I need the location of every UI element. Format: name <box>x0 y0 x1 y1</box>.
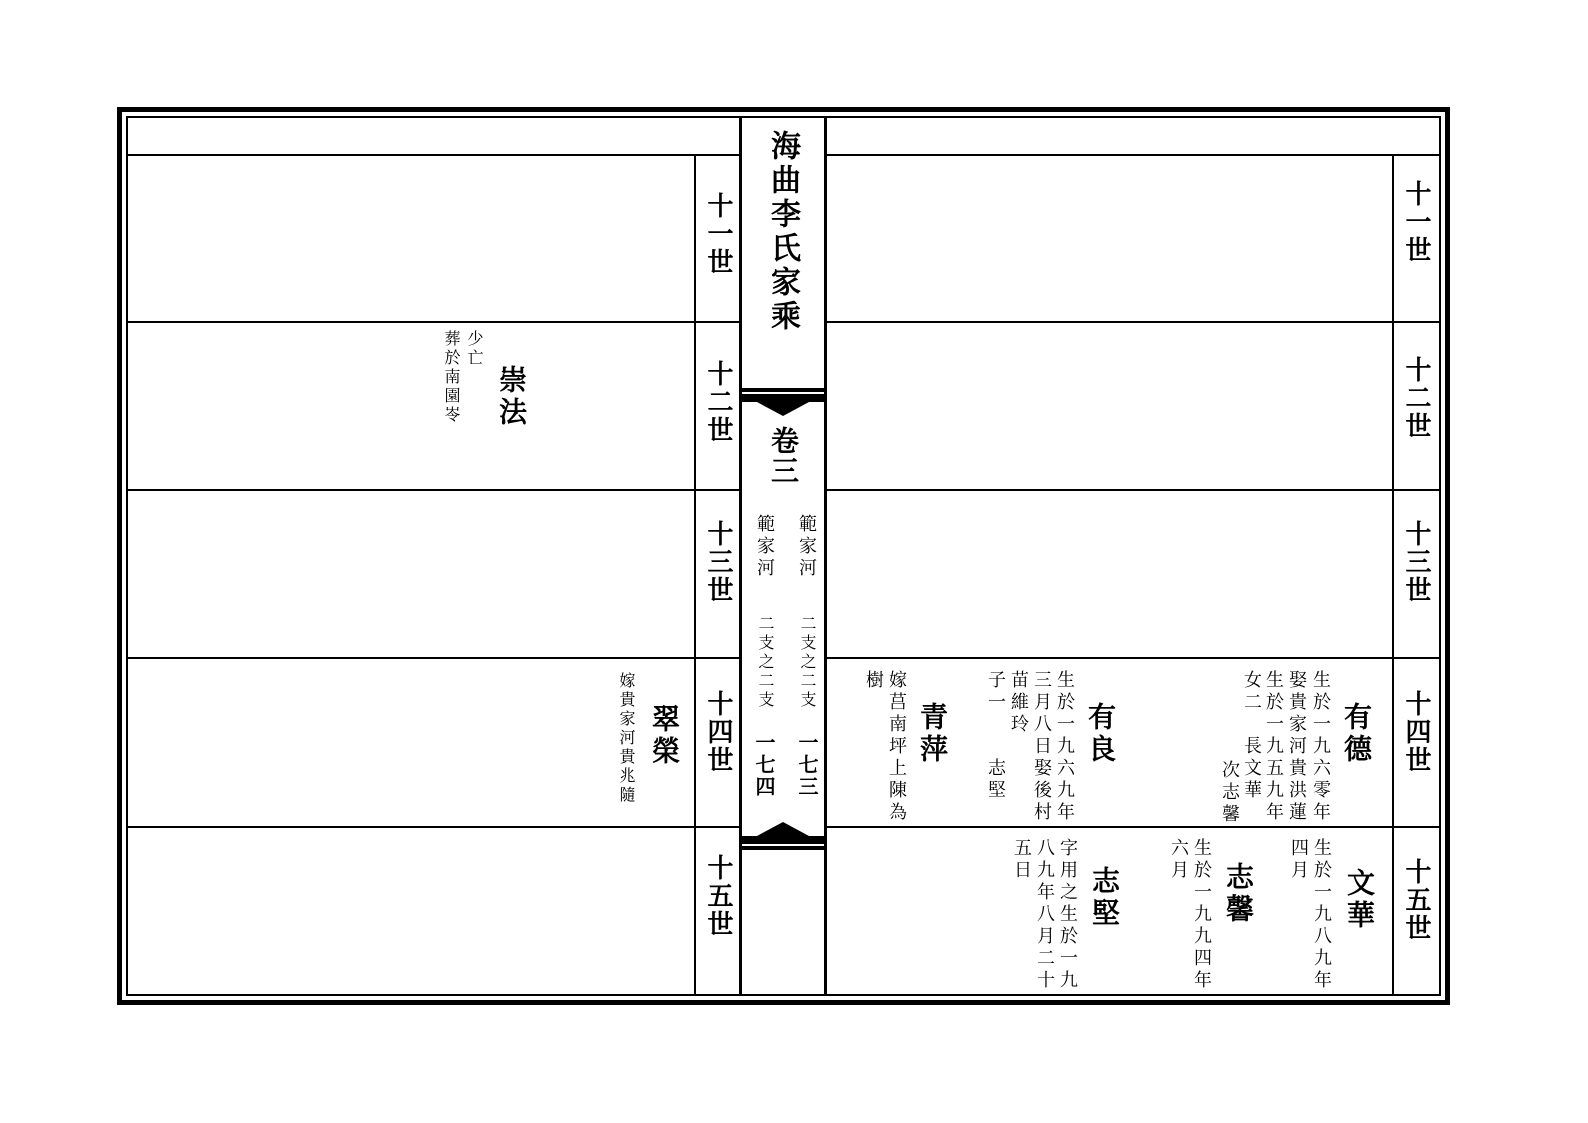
zhijian-line-1: 字用之生於一九 <box>1057 838 1078 992</box>
right-row-line <box>826 321 1440 323</box>
spine-right-branch: 範家河 <box>796 514 817 580</box>
right-gen-separator <box>1392 154 1394 996</box>
spine-right-border <box>824 116 827 996</box>
youde-line-1: 生於一九六零年 <box>1310 670 1331 824</box>
youliang-line-4: 子一 志堅 <box>985 670 1006 802</box>
spine-left-sub: 二支之二支 <box>756 615 775 710</box>
spine-left-branch: 範家河 <box>754 514 775 580</box>
left-row-line <box>126 657 740 659</box>
right-row-line <box>826 154 1440 156</box>
youliang-line-3: 苗維玲 <box>1008 670 1029 736</box>
left-row-line <box>126 826 740 828</box>
person-name-qingping: 青萍 <box>916 702 949 766</box>
wenhua-line-2: 四月 <box>1288 838 1309 882</box>
note-chongfa-1: 少亡 <box>465 330 484 368</box>
person-name-youde: 有德 <box>1340 702 1373 766</box>
youde-line-3: 生於一九五九年 <box>1263 670 1284 824</box>
spine-left-page-number: 一七四 <box>752 732 776 798</box>
right-gen-14: 十四世 <box>1401 690 1431 774</box>
right-gen-12: 十二世 <box>1401 356 1431 440</box>
zhijian-line-2: 八九年八月二十 <box>1034 838 1055 992</box>
left-gen-11: 十一世 <box>703 192 733 276</box>
left-gen-12: 十二世 <box>703 360 733 444</box>
zhijian-line-3: 五日 <box>1011 838 1032 882</box>
person-name-wenhua: 文華 <box>1343 868 1376 932</box>
note-cuirong-1: 嫁貴家河貴兆隨 <box>617 672 636 805</box>
person-name-chongfa: 崇法 <box>495 365 528 429</box>
spine-left-border <box>739 116 742 996</box>
left-row-line <box>126 321 740 323</box>
right-row-line <box>826 657 1440 659</box>
right-row-line <box>826 489 1440 491</box>
left-row-line <box>126 154 740 156</box>
spine-ornament-bottom <box>741 818 825 850</box>
zhixin-line-1: 生於一九九四年 <box>1191 838 1212 992</box>
youde-line-5: 次志馨 <box>1219 760 1240 826</box>
person-name-zhixin: 志馨 <box>1222 862 1255 926</box>
left-row-line <box>126 489 740 491</box>
spine-right-page-number: 一七三 <box>795 732 819 798</box>
youliang-line-2: 三月八日娶後村 <box>1031 670 1052 824</box>
zhixin-line-2: 六月 <box>1168 838 1189 882</box>
qingping-line-2: 樹 <box>863 670 884 692</box>
youde-line-4: 女二 長文華 <box>1241 670 1262 802</box>
right-gen-13: 十三世 <box>1401 520 1431 604</box>
left-gen-14: 十四世 <box>703 690 733 774</box>
spine-ornament-top <box>741 388 825 420</box>
person-name-youliang: 有良 <box>1084 702 1117 766</box>
volume-label: 卷三 <box>767 426 800 486</box>
note-chongfa-2: 葬於南園岺 <box>442 330 461 425</box>
wenhua-line-1: 生於一九八九年 <box>1311 838 1332 992</box>
left-gen-13: 十三世 <box>703 520 733 604</box>
youde-line-2: 娶貴家河貴洪蓮 <box>1286 670 1307 824</box>
person-name-zhijian: 志堅 <box>1088 866 1121 930</box>
person-name-cuirong: 翠榮 <box>648 704 681 768</box>
spine-right-sub: 二支之二支 <box>798 615 817 710</box>
book-title: 海曲李氏家乘 <box>765 130 800 334</box>
left-gen-separator <box>694 154 696 996</box>
left-gen-15: 十五世 <box>703 854 733 938</box>
qingping-line-1: 嫁莒南坪上陳為 <box>886 670 907 824</box>
youliang-line-1: 生於一九六九年 <box>1054 670 1075 824</box>
right-gen-15: 十五世 <box>1401 858 1431 942</box>
right-row-line <box>826 826 1440 828</box>
right-gen-11: 十一世 <box>1401 180 1431 264</box>
